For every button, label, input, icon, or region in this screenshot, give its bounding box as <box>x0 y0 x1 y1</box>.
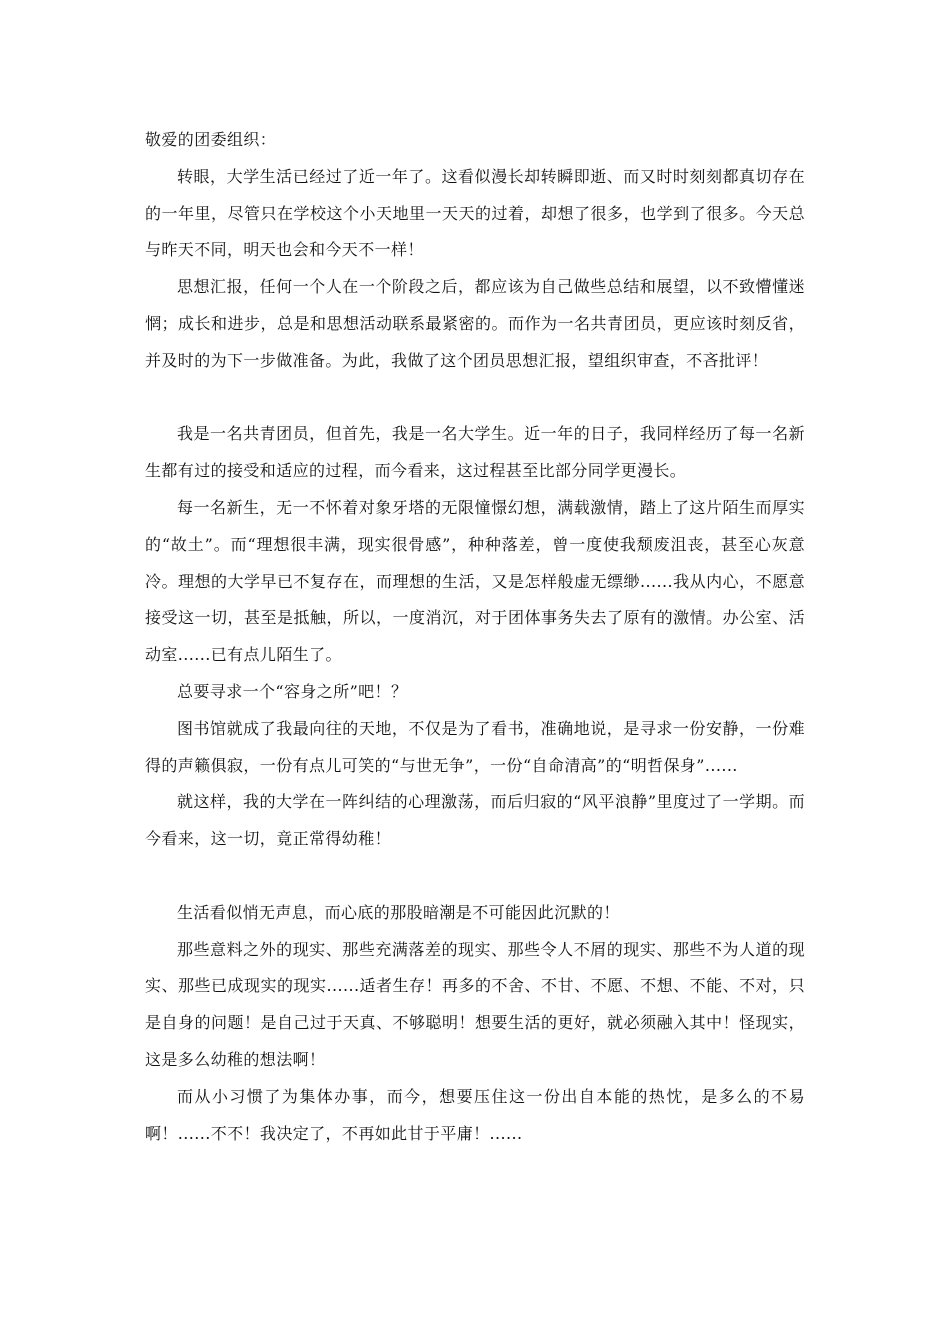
paragraph-2: 思想汇报，任何一个人在一个阶段之后，都应该为自己做些总结和展望，以不致懵懂迷惘；成长和进步，总是和思想活动联系最紧密的。而作为一名共青团员，更应该时刻反省，并及时的为下一步做准备。为此，我做了这个团员思想汇报，望组织审查，不吝批评！ <box>145 277 805 370</box>
paragraph-9: 那些意料之外的现实、那些充满落差的现实、那些令人不屑的现实、那些不为人道的现实、那些已成现实的现实......适者生存！再多的不舍、不甘、不愿、不想、不能、不对，只是自身的问题！是自己过于天真、不够聪明！想要生活的更好，就必须融入其中！怪现实，这是多么幼稚的想法啊！ <box>145 939 805 1069</box>
paragraph-3: 我是一名共青团员，但首先，我是一名大学生。近一年的日子，我同样经历了每一名新生都有过的接受和适应的过程，而今看来，这过程甚至比部分同学更漫长。 <box>145 424 805 481</box>
paragraph-4: 每一名新生，无一不怀着对象牙塔的无限憧憬幻想，满载激情，踏上了这片陌生而厚实的“故土”。而“理想很丰满，现实很骨感”，种种落差，曾一度使我颓废沮丧，甚至心灰意冷。理想的大学早已不复存在，而理想的生活，又是怎样般虚无缥缈......我从内心，不愿意接受这一切，甚至是抵触，所以，一度消沉，对于团体事务失去了原有的激情。办公室、活动室......已有点儿陌生了。 <box>145 497 805 665</box>
paragraph-1: 转眼，大学生活已经过了近一年了。这看似漫长却转瞬即逝、而又时时刻刻都真切存在的一年里，尽管只在学校这个小天地里一天天的过着，却想了很多，也学到了很多。今天总与昨天不同，明天也会和今天不一样！ <box>145 166 805 260</box>
letter-body <box>145 122 805 1152</box>
paragraph-10: 而从小习惯了为集体办事，而今，想要压住这一份出自本能的热忱，是多么的不易啊！......不不！我决定了，不再如此甘于平庸！...... <box>145 1086 805 1143</box>
paragraph-spacer <box>145 380 805 417</box>
paragraph-5: 总要寻求一个“容身之所”吧！？ <box>177 681 408 701</box>
paragraph-8: 生活看似悄无声息，而心底的那股暗潮是不可能因此沉默的！ <box>177 902 620 922</box>
paragraph-7: 就这样，我的大学在一阵纠结的心理激荡，而后归寂的“风平浪静”里度过了一学期。而今看来，这一切，竟正常得幼稚！ <box>145 792 805 849</box>
salutation: 敬爱的团委组织： <box>145 130 277 149</box>
paragraph-6: 图书馆就成了我最向往的天地，不仅是为了看书，准确地说，是寻求一份安静，一份难得的声籁俱寂，一份有点儿可笑的“与世无争”，一份“自命清高”的“明哲保身”...... <box>145 718 805 775</box>
paragraph-spacer <box>145 858 805 895</box>
